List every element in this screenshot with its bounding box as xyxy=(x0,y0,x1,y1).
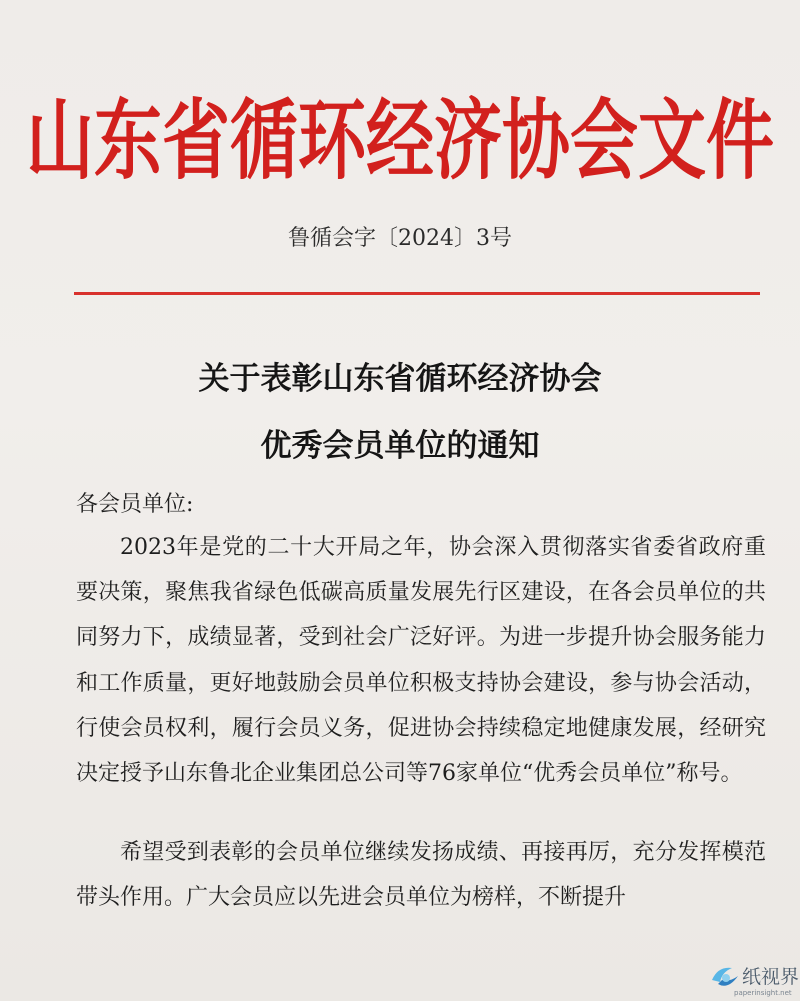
body-paragraph-1: 2023年是党的二十大开局之年，协会深入贯彻落实省委省政府重要决策，聚焦我省绿色低碳高质量发展先行区建设，在各会员单位的共同努力下，成绩显著，受到社会广泛好评。为进一步提升协会服务能力和工作质量，更好地鼓励会员单位积极支持协会建设，参与协会活动，行使会员权利，履行会员义务，促进协会持续稳定地健康发展，经研究决定授予山东鲁北企业集团总公司等76家单位“优秀会员单位”称号。 xyxy=(76,535,766,787)
watermark-logo-icon xyxy=(708,962,742,992)
red-divider-line xyxy=(74,292,760,295)
notice-title-line-2: 优秀会员单位的通知 xyxy=(260,428,540,464)
body-paragraph-2: 希望受到表彰的会员单位继续发扬成绩、再接再厉，充分发挥模范带头作用。广大会员应以先进会员单位为榜样，不断提升 xyxy=(76,840,766,911)
watermark-text: 纸视界 xyxy=(742,966,800,988)
notice-title-line-1: 关于表彰山东省循环经济协会 xyxy=(198,361,602,397)
document-header-title: 山东省循环经济协会文件 xyxy=(25,89,774,193)
watermark-logo xyxy=(700,958,800,1001)
salutation: 各会员单位: xyxy=(76,492,194,517)
watermark-url: paperinsight.net xyxy=(734,989,792,997)
document-number: 鲁循会字〔2024〕3号 xyxy=(288,226,512,251)
